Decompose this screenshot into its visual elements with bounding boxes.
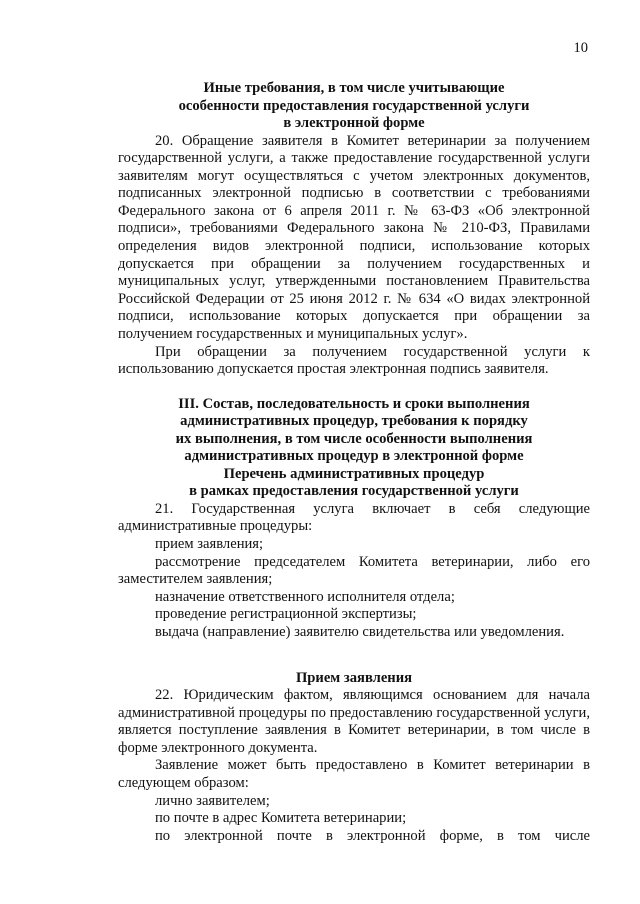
list-item: проведение регистрационной экспертизы; <box>155 606 417 623</box>
heading-line: III. Состав, последовательность и сроки выполнения <box>178 395 530 412</box>
list-item: выдача (направление) заявителю свидетельства или уведомления. <box>155 623 565 640</box>
paragraph-22: 22. Юридическим фактом, являющимся основанием для начала административной процедуры по предоставлению государственной услуги, является поступление заявления в Комитет ветеринарии, в том числе в форме электронного документа. <box>118 687 590 756</box>
list-item: прием заявления; <box>155 536 264 552</box>
paragraph-simple-signature: При обращении за получением государственной услуги к использованию допускается простая электронная подпись заявителя. <box>118 343 590 378</box>
paragraph-21: 21. Государственная услуга включает в себя следующие административные процедуры: <box>118 500 590 535</box>
heading-application-intake: Прием заявления <box>295 669 413 686</box>
list-item: рассмотрение председателем Комитета ветеринарии, либо его заместителем заявления; <box>118 553 590 588</box>
heading-other-requirements <box>118 80 590 133</box>
heading-line: административных процедур в электронной форме <box>184 448 524 465</box>
list-item: по электронной почте в электронной форме, в том числе <box>155 827 590 844</box>
list-item: по почте в адрес Комитета ветеринарии; <box>155 810 407 827</box>
page-number: 10 <box>573 40 588 56</box>
paragraph-submission-methods: Заявление может быть предоставлено в Комитет ветеринарии в следующем образом: <box>118 757 590 792</box>
heading-line: Перечень административных процедур <box>223 465 485 482</box>
heading-line: их выполнения, в том числе особенности выполнения <box>175 430 533 447</box>
list-item: назначение ответственного исполнителя отдела; <box>155 588 455 605</box>
paragraph-20: 20. Обращение заявителя в Комитет ветеринарии за получением государственной услуги, а также предоставление государственной услуги заявителям могут осуществляться с учетом электронных документов, подписанных электронной подписью в соответствии с требованиями Федерального закона от 6 апреля 2011 г. № 63-ФЗ «Об электронной подписи», требованиями Федерального закона № 210-ФЗ, Правилами определения видов электронной подписи, использование которых допускается при обращении за получением государственных и муниципальных услуг, утвержденными постановлением Правительства Российской Федерации от 25 июня 2012 г. № 634 «О видах электронной подписи, использование которых допускается при обращении за получением государственных и муниципальных услуг». <box>118 132 590 343</box>
list-item: лично заявителем; <box>155 792 270 809</box>
heading-line: в рамках предоставления государственной услуги <box>189 483 519 500</box>
heading-section-iii <box>118 396 590 501</box>
heading-line: особенности предоставления государственной услуги <box>178 97 530 114</box>
heading-line: в электронной форме <box>283 115 425 131</box>
heading-line: Иные требования, в том числе учитывающие <box>203 80 505 96</box>
heading-line: административных процедур, требования к порядку <box>180 413 528 430</box>
